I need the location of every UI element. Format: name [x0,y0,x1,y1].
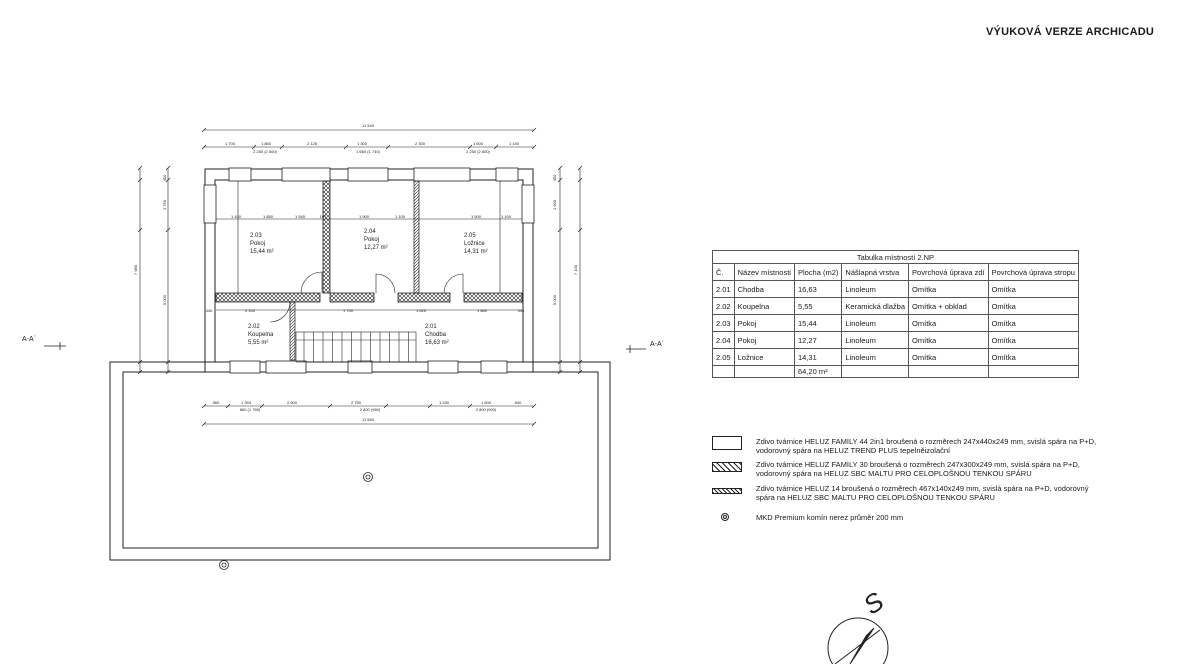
legend-swatch-plain [712,436,742,450]
dim-top-segment: 1 300 [356,141,368,146]
chimney-symbols [220,473,373,570]
room-table-cell: Omítka [909,315,989,332]
dim-bottom-segment: 1 230 [438,400,450,405]
legend-text-line: Zdivo tvárnice HELUZ FAMILY 30 broušená o rozměrech 247x300x249 mm, svislá spára na P+D, [756,460,1080,469]
dim-top-sub: 1 660 (1 740) [356,149,380,154]
dim-inner-lower: 1 625 [415,308,427,313]
room-area: 14,31 m² [464,249,488,255]
legend-item-heluz-14 [712,484,1132,507]
room-table-row [713,349,1079,366]
room-table-cell: 2.02 [713,298,735,315]
dim-top-segment: 1 150 [508,141,520,146]
room-table-cell: Koupelna [734,298,794,315]
dim-bottom-segment: 840 [514,400,522,405]
room-table-cell: Linoleum [842,315,909,332]
dim-bottom-sub: 2 800 (960) [359,407,381,412]
dim-left-sub: 5 000 [162,294,167,306]
room-table-cell: Pokoj [734,332,794,349]
dim-top-sub: 2 250 (2 500) [253,149,277,154]
section-mark-right [626,345,646,353]
room-table-cell: 16,63 [794,281,841,298]
room-number: 2.05 [464,233,476,239]
room-table-header-cell: Název místnosti [734,264,794,281]
total-empty-4 [909,366,989,378]
north-label: S [857,585,890,621]
room-number: 2.04 [364,229,376,235]
room-table-header-cell: Č. [713,264,735,281]
dim-inner-upper: 1 900 [358,214,370,219]
dim-bottom-sub: 2 800 (900) [475,407,497,412]
room-area: 5,55 m² [248,340,269,346]
room-table-cell: Linoleum [842,349,909,366]
room-table-header-cell: Povrchová úprava stropu [988,264,1078,281]
dim-top-sub: 2 250 (2 600) [466,149,490,154]
dim-left-sub: 450 [162,174,167,182]
dim-inner-lower: 440 [205,308,213,313]
legend-swatch-crosshatch [712,462,742,472]
dim-inner-upper: 1 545 [294,214,306,219]
dim-right-sub: 450 [552,174,557,182]
dim-inner-upper: 1 100 [500,214,512,219]
room-schedule-table [712,250,1079,378]
room-name: Koupelna [248,332,274,338]
total-empty-2 [734,366,794,378]
room-table-cell: 2.04 [713,332,735,349]
dim-bottom-segment: 2 750 [350,400,362,405]
legend-item-chimney [712,512,1132,524]
dim-top-segment: 1 600 [472,141,484,146]
dim-bottom-total: 11 560 [362,417,374,422]
legend-text-line: spára na HELUZ SBC MALTU PRO CELOPLOŠNOU TENKOU SPÁRU [756,493,995,502]
room-name: Chodba [425,332,447,338]
room-name: Ložnice [464,241,485,247]
room-table-cell: 2.03 [713,315,735,332]
dim-top-segment: 2 300 [414,141,426,146]
dim-inner-upper: 107 [319,214,327,219]
room-table-header-cell: Nášlapná vrstva [842,264,909,281]
room-number: 2.02 [248,324,260,330]
room-name: Pokoj [250,241,266,247]
roof-outline-outer [110,362,610,560]
room-number: 2.03 [250,233,262,239]
room-table-cell: Omítka [988,332,1078,349]
room-table-cell: Keramická dlažba [842,298,909,315]
legend-item-heluz-30 [712,462,1132,482]
room-table-cell: Omítka [988,281,1078,298]
room-table-cell: Omítka [988,315,1078,332]
dim-top-total: 11 540 [362,123,374,128]
dim-inner-lower: 2 100 [244,308,256,313]
legend-text-line: Zdivo tvárnice HELUZ FAMILY 44 2in1 broušená o rozměrech 247x440x249 mm, svislá spára na P+D, [756,437,1097,446]
dim-right-sub: 5 000 [552,294,557,306]
room-table-cell: 2.01 [713,281,735,298]
room-table-cell: Omítka [909,281,989,298]
dim-inner-lower: 1 860 [476,308,488,313]
room-table-row [713,298,1079,315]
interior-walls-140 [290,181,419,360]
total-empty-5 [988,366,1078,378]
dim-inner-upper: 1 500 [470,214,482,219]
room-table-header-cell: Povrchová úprava zdí [909,264,989,281]
dim-inner-upper: 1 850 [262,214,274,219]
room-table-cell: Omítka [909,332,989,349]
legend-swatch-diagonal [712,488,742,494]
watermark-title: VÝUKOVÁ VERZE ARCHICADU [986,26,1154,38]
dim-inner-lower: 440 [517,308,525,313]
dim-left-total: 7 980 [133,264,138,276]
legend-text-line: vodorovný spára na HELUZ TREND PLUS tepelněizolační [756,446,951,455]
section-mark-left [44,342,66,350]
room-table-cell: 12,27 [794,332,841,349]
section-label-right: A-A´ [650,341,664,348]
legend-text-line: Zdivo tvárnice HELUZ 14 broušená o rozměrech 467x140x249 mm, svislá spára na P+D, vodorovný [756,484,1089,493]
roof-outline-inner [123,372,598,548]
room-table-cell: Pokoj [734,315,794,332]
dim-top-segment: 2 125 [306,141,318,146]
room-table-cell: Omítka [988,349,1078,366]
legend-item-heluz-44 [712,436,1132,456]
room-table-caption: Tabulka místností 2.NP [713,251,1079,264]
dim-bottom-segment: 960 [212,400,220,405]
dim-inner-upper: 1 100 [230,214,242,219]
dim-right-total: 7 100 [573,264,578,276]
dim-top-segment: 1 860 [260,141,272,146]
dim-top-segment: 1 700 [224,141,236,146]
room-table-cell: Ložnice [734,349,794,366]
room-table-cell: 2.05 [713,349,735,366]
room-table-header-cell: Plocha (m2) [794,264,841,281]
dim-bottom-segment: 1 394 [240,400,252,405]
north-arrow [828,618,888,664]
legend-text-line: vodorovný spára na HELUZ SBC MALTU PRO CELOPLOŠNOU TENKOU SPÁRU [756,469,1032,478]
room-area: 16,63 m² [425,340,449,346]
dim-inner-upper: 1 100 [394,214,406,219]
room-table-cell: Linoleum [842,281,909,298]
dim-inner-lower: 1 750 [342,308,354,313]
room-number: 2.01 [425,324,437,330]
total-empty-1 [713,366,735,378]
chimney-icon [721,513,729,521]
section-label-left: A-A´ [22,336,36,343]
staircase [296,332,416,362]
room-table-cell: Omítka [988,298,1078,315]
legend-text-line: MKD Premium komín nerez průměr 200 mm [756,513,904,522]
room-table-row [713,315,1079,332]
dim-bottom-segment: 1 600 [480,400,492,405]
room-table-cell: Linoleum [842,332,909,349]
dim-bottom-sub: 860 (1 765) [239,407,261,412]
room-table-total: 64,20 m² [794,366,841,378]
dim-left-sub: 1 750 [162,199,167,211]
room-area: 12,27 m² [364,245,388,251]
room-table-cell: Chodba [734,281,794,298]
room-table-cell: 14,31 [794,349,841,366]
room-table-cell: Omítka + obklad [909,298,989,315]
room-table-row [713,332,1079,349]
total-empty-3 [842,366,909,378]
room-table-cell: 5,55 [794,298,841,315]
room-table-cell: 15,44 [794,315,841,332]
room-area: 15,44 m² [250,249,274,255]
room-name: Pokoj [364,237,380,243]
room-table-cell: Omítka [909,349,989,366]
room-table-row [713,281,1079,298]
dim-bottom-segment: 2 600 [286,400,298,405]
dim-right-sub: 1 600 [552,199,557,211]
